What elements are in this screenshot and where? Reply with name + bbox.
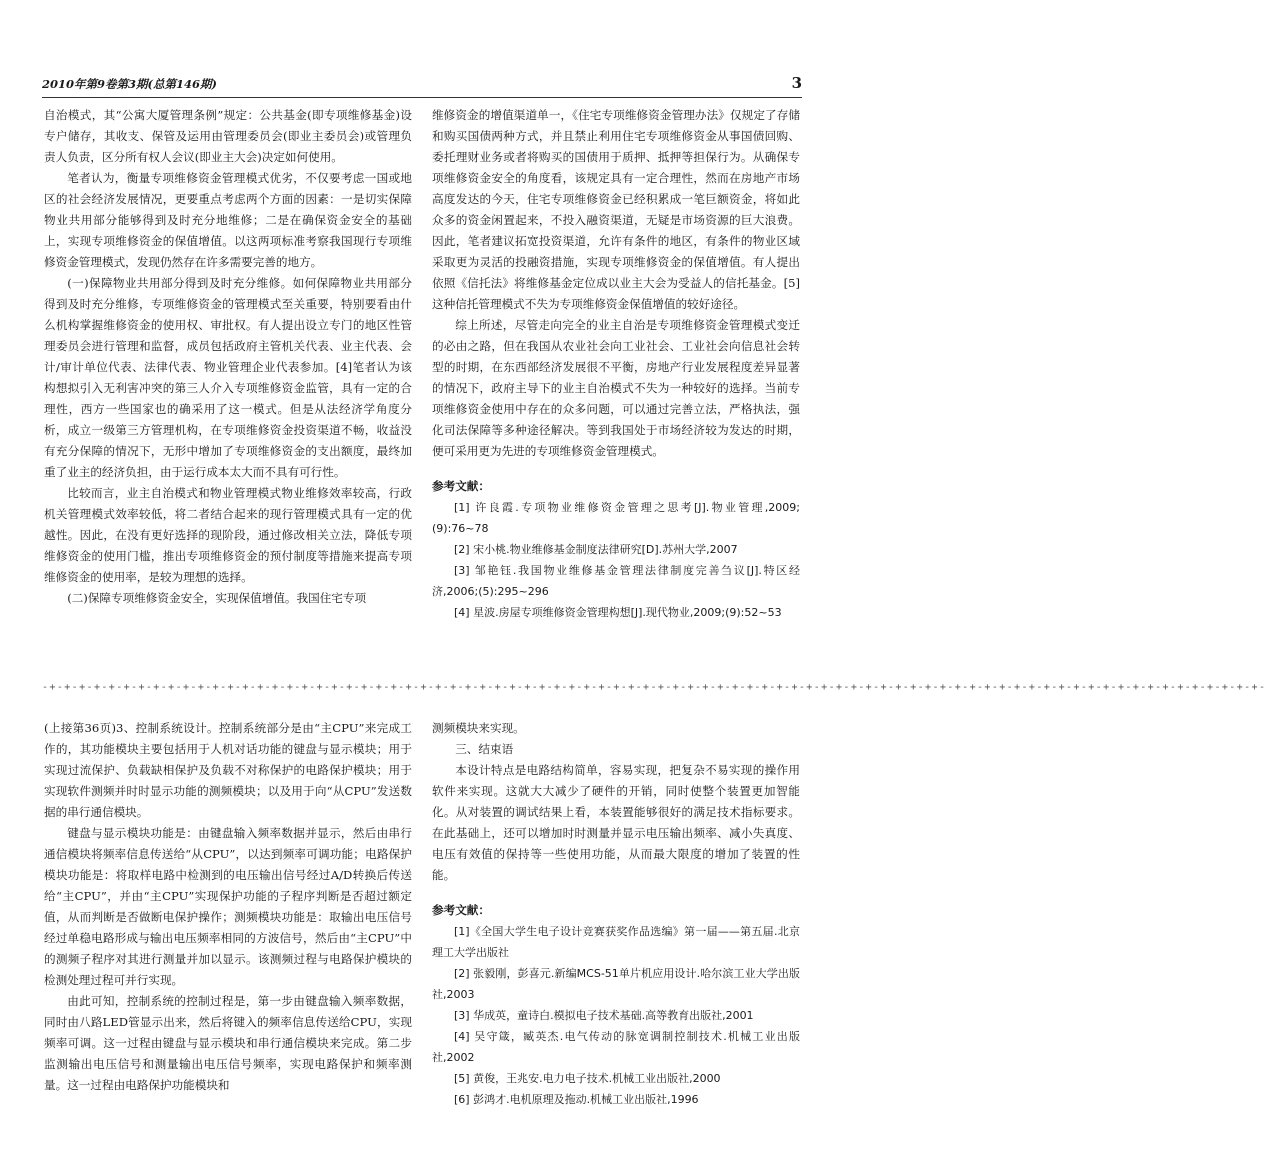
reference-item: [1] 许良霞.专项物业维修资金管理之思考[J].物业管理,2009;(9):76~78 (432, 501, 800, 535)
reference-item: [1]《全国大学生电子设计竞赛获奖作品选编》第一届——第五届.北京理工大学出版社 (432, 925, 800, 959)
reference-item: [4] 吴守箴，臧英杰.电气传动的脉宽调制控制技术.机械工业出版社,2002 (432, 1030, 800, 1064)
bottom-left-column (44, 718, 412, 1096)
paragraph: 比较而言，业主自治模式和物业管理模式物业维修效率较高，行政机关管理模式效率较低，将二者结合起来的现行管理模式具有一定的优越性。因此，在没有更好选择的现阶段，通过修改相关立法，降低专项维修资金的使用门槛，推出专项维修资金的预付制度等措施来提高专项维修资金的使用率，是较为理想的选择。 (44, 486, 412, 584)
paragraph: (上接第36页)3、控制系统设计。控制系统部分是由“主CPU”来完成工作的，其功能模块主要包括用于人机对话功能的键盘与显示模块；用于实现过流保护、负载缺相保护及负载不对称保护的电路保护模块；用于实现软件测频并时时显示功能的测频模块；以及用于向“从CPU”发送数据的串行通信模块。 (44, 721, 412, 819)
reference-item: [3] 华成英，童诗白.模拟电子技术基础.高等教育出版社,2001 (454, 1009, 754, 1022)
references-title: 参考文献： (432, 903, 490, 917)
paragraph: (一)保障物业共用部分得到及时充分维修。如何保障物业共用部分得到及时充分维修，专项维修资金的管理模式至关重要，特别要看由什么机构掌握维修资金的使用权、审批权。有人提出设立专门的地区性管理委员会进行管理和监督，成员包括政府主管机关代表、业主代表、会计/审计单位代表、法律代表、物业管理企业代表参加。[4]笔者认为该构想拟引入无利害冲突的第三人介入专项维修资金监管，具有一定的合理性，西方一些国家也的确采用了这一模式。但是从法经济学角度分析，成立一级第三方管理机构，在专项维修资金投资渠道不畅，收益没有充分保障的情况下，无形中增加了专项维修资金的支出额度，最终加重了业主的经济负担，由于运行成本太大而不具有可行性。 (44, 276, 412, 479)
header-rule (42, 97, 802, 98)
paragraph: 由此可知，控制系统的控制过程是，第一步由键盘输入频率数据，同时由八路LED管显示出来，然后将键入的频率信息传送给CPU，实现频率可调。这一过程由键盘与显示模块和串行通信模块来完成。第二步监测输出电压信号和测量输出电压信号频率，实现电路保护和频率测量。这一过程由电路保护功能模块和 (44, 994, 412, 1092)
article-separator: -+-+-+-+-+-+-+-+-+-+-+-+-+-+-+-+-+-+-+-+-+-+-+-+-+-+-+-+-+-+-+-+-+-+-+-+-+-+-+-+-+-+-+-+-+-+-+-+-+-+-+-+-+-+-+-+-+-+-+-+-+-+-+-+-+-+-+-+-+-+-+-+-+-+-+-+-+-+-+-+-+-+- (42, 682, 1266, 693)
paragraph: (二)保障专项维修资金安全，实现保值增值。我国住宅专项 (67, 591, 367, 605)
reference-item: [3] 邹艳钰.我国物业维修基金管理法律制度完善刍议[J].特区经济,2006;(5):295~296 (432, 564, 800, 598)
section-heading: 三、结束语 (455, 742, 514, 756)
reference-item: [2] 宋小桃.物业维修基金制度法律研究[D].苏州大学,2007 (454, 543, 738, 556)
page-number: 3 (791, 74, 802, 92)
paragraph: 综上所述，尽管走向完全的业主自治是专项维修资金管理模式变迁的必由之路，但在我国从农业社会向工业社会、工业社会向信息社会转型的时期，在东西部经济发展很不平衡，房地产行业发展程度差异显著的情况下，政府主导下的业主自治模式不失为一种较好的选择。当前专项维修资金使用中存在的众多问题，可以通过完善立法，严格执法，强化司法保障等多种途径解决。等到我国处于市场经济较为发达的时期，便可采用更为先进的专项维修资金管理模式。 (432, 318, 800, 458)
references-title: 参考文献： (432, 479, 490, 493)
reference-item: [5] 黄俊，王兆安.电力电子技术.机械工业出版社,2000 (454, 1072, 721, 1085)
reference-item: [4] 星波.房屋专项维修资金管理构想[J].现代物业,2009;(9):52~53 (454, 606, 782, 619)
paragraph: 笔者认为，衡量专项维修资金管理模式优劣，不仅要考虑一国或地区的社会经济发展情况，更要重点考虑两个方面的因素：一是切实保障物业共用部分能够得到及时充分地维修；二是在确保资金安全的基础上，实现专项维修资金的保值增值。以这两项标准考察我国现行专项维修资金管理模式，发现仍然存在许多需要完善的地方。 (44, 171, 412, 269)
page-header (42, 74, 802, 96)
paragraph: 测频模块来实现。 (432, 721, 525, 735)
bottom-right-column (432, 718, 800, 1110)
paragraph: 维修资金的增值渠道单一，《住宅专项维修资金管理办法》仅规定了存储和购买国债两种方式，并且禁止利用住宅专项维修资金从事国债回购、委托理财业务或者将购买的国债用于质押、抵押等担保行为。从确保专项维修资金安全的角度看，该规定具有一定合理性，然而在房地产市场高度发达的今天，住宅专项维修资金已经积累成一笔巨额资金，将如此众多的资金闲置起来，不投入融资渠道，无疑是市场资源的巨大浪费。因此，笔者建议拓宽投资渠道，允许有条件的地区，有条件的物业区域采取更为灵活的投融资措施，实现专项维修资金的保值增值。有人提出依照《信托法》将维修基金定位成以业主大会为受益人的信托基金。[5]这种信托管理模式不失为专项维修资金保值增值的较好途径。 (432, 108, 800, 311)
top-right-column (432, 105, 800, 623)
top-left-column (44, 105, 412, 609)
paragraph: 本设计特点是电路结构简单，容易实现，把复杂不易实现的操作用软件来实现。这就大大减少了硬件的开销，同时使整个装置更加智能化。从对装置的调试结果上看，本装置能够很好的满足技术指标要求。在此基础上，还可以增加时时测量并显示电压输出频率、减小失真度、电压有效值的保持等一些使用功能，从而最大限度的增加了装置的性能。 (432, 763, 800, 882)
reference-item: [6] 彭鸿才.电机原理及拖动.机械工业出版社,1996 (454, 1093, 699, 1106)
paragraph: 键盘与显示模块功能是：由键盘输入频率数据并显示，然后由串行通信模块将频率信息传送给“从CPU”，以达到频率可调功能；电路保护模块功能是：将取样电路中检测到的电压输出信号经过A/D转换后传送给“主CPU”，并由“主CPU”实现保护功能的子程序判断是否超过额定值，从而判断是否做断电保护操作；测频模块功能是：取输出电压信号经过单稳电路形成与输出电压频率相同的方波信号，然后由“主CPU”中的测频子程序对其进行测量并加以显示。该测频过程与电路保护模块的检测处理过程可并行实现。 (44, 826, 412, 987)
paragraph: 自治模式，其“公寓大厦管理条例”规定：公共基金(即专项维修基金)设专户储存，其收支、保管及运用由管理委员会(即业主委员会)或管理负责人负责，区分所有权人会议(即业主大会)决定如何使用。 (44, 108, 412, 164)
journal-issue: 2010年第9卷第3期(总第146期) (42, 77, 217, 91)
reference-item: [2] 张毅刚，彭喜元.新编MCS-51单片机应用设计.哈尔滨工业大学出版社,2003 (432, 967, 800, 1001)
